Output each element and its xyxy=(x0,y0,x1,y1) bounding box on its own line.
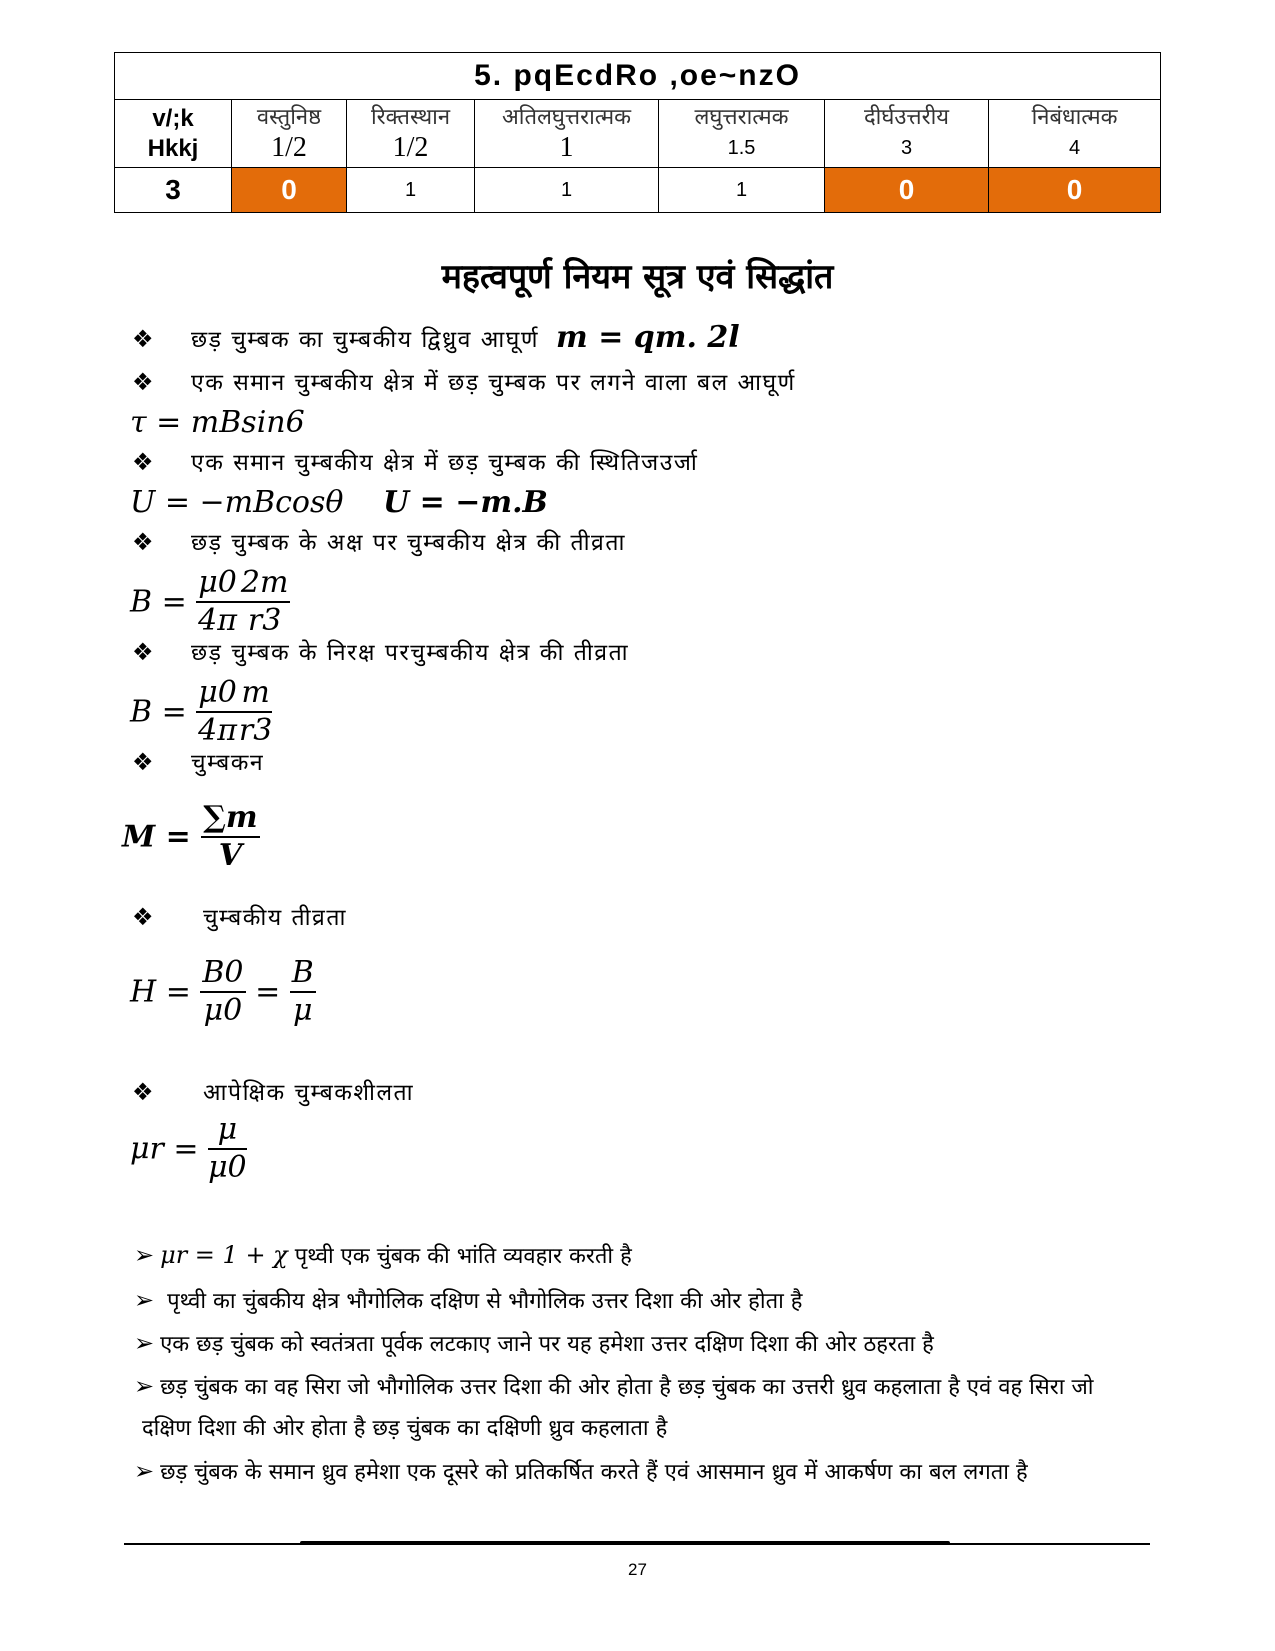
marks-table xyxy=(114,52,1161,213)
list-item: ❖ एक समान चुम्बकीय क्षेत्र में छड़ चुम्बक की स्थितिजउर्जा xyxy=(132,448,699,476)
point-item: ➢ छड़ चुंबक के समान ध्रुव हमेशा एक दूसरे को प्रतिकर्षित करते हैं एवं आसमान ध्रुव में आकर्षण का बल लगता है xyxy=(134,1457,1028,1485)
table-cell-highlight: 0 xyxy=(989,168,1161,213)
formula: B = $\frac{\mu 0}{4\pi}$ $\frac{2m}{r3}$ xyxy=(130,565,289,638)
table-cell: 1 xyxy=(475,168,659,213)
diamond-bullet-icon: ❖ xyxy=(132,325,154,353)
point-item: ➢ छड़ चुंबक का वह सिरा जो भौगोलिक उत्तर दिशा की ओर होता है छड़ चुंबक का उत्तरी ध्रुव कहलाता है एवं वह सिरा जो xyxy=(134,1372,1094,1400)
point-item: ➢ μr = 1 + χ पृथ्वी एक चुंबक की भांति व्यवहार करती है xyxy=(134,1241,632,1269)
column-header: रिक्तस्थान 1/2 xyxy=(347,100,475,168)
row-first-cell: 3 xyxy=(115,168,232,213)
list-item: ❖ आपेक्षिक चुम्बकशीलता xyxy=(132,1078,415,1106)
table-cell: 1 xyxy=(659,168,825,213)
diamond-bullet-icon: ❖ xyxy=(132,1078,154,1106)
formula: B = $\frac{\mu 0}{4\pi}$ $\frac{m}{r3}$ xyxy=(130,675,273,748)
formula: U = −mBcosθ U = −m.B xyxy=(130,485,548,520)
arrow-bullet-icon: ➢ xyxy=(134,1286,155,1314)
arrow-bullet-icon: ➢ xyxy=(134,1241,155,1269)
arrow-bullet-icon: ➢ xyxy=(134,1372,155,1400)
diamond-bullet-icon: ❖ xyxy=(132,903,154,931)
point-item-continuation: दक्षिण दिशा की ओर होता है छड़ चुंबक का दक्षिणी ध्रुव कहलाता है xyxy=(142,1416,668,1441)
table-cell-highlight: 0 xyxy=(232,168,347,213)
arrow-bullet-icon: ➢ xyxy=(134,1329,155,1357)
column-header: अतिलघुत्तरात्मक 1 xyxy=(475,100,659,168)
formula: H = $\frac{B0}{\mu 0}$ = $\frac{B}{\mu}$ xyxy=(130,955,314,1028)
header-label: v/;k Hkkj xyxy=(115,100,232,168)
table-cell: 1 xyxy=(347,168,475,213)
diamond-bullet-icon: ❖ xyxy=(132,638,154,666)
list-item: ❖ एक समान चुम्बकीय क्षेत्र में छड़ चुम्बक पर लगने वाला बल आघूर्ण xyxy=(132,368,796,396)
column-header: वस्तुनिष्ठ 1/2 xyxy=(232,100,347,168)
list-item: ❖ छड़ चुम्बक के अक्ष पर चुम्बकीय क्षेत्र की तीव्रता xyxy=(132,528,626,556)
footer-divider-thick xyxy=(300,1541,950,1545)
formula: μr = $\frac{\mu}{\mu 0}$ xyxy=(130,1112,247,1185)
table-cell-highlight: 0 xyxy=(825,168,989,213)
column-header: निबंधात्मक 4 xyxy=(989,100,1161,168)
point-item: ➢ पृथ्वी का चुंबकीय क्षेत्र भौगोलिक दक्षिण से भौगोलिक उत्तर दिशा की ओर होता है xyxy=(134,1286,803,1314)
list-item: ❖ छड़ चुम्बक का चुम्बकीय द्विध्रुव आघूर्ण m = qm. 2l xyxy=(132,320,740,355)
column-header: लघुत्तरात्मक 1.5 xyxy=(659,100,825,168)
formula: τ = mBsin6 xyxy=(130,405,305,440)
diamond-bullet-icon: ❖ xyxy=(132,448,154,476)
diamond-bullet-icon: ❖ xyxy=(132,368,154,396)
list-item: ❖ छड़ चुम्बक के निरक्ष परचुम्बकीय क्षेत्र की तीव्रता xyxy=(132,638,630,666)
formula: M = $\frac{\sum m}{V}$ xyxy=(122,800,258,873)
diamond-bullet-icon: ❖ xyxy=(132,748,154,776)
list-item: ❖ चुम्बकन xyxy=(132,748,265,776)
list-item: ❖ चुम्बकीय तीव्रता xyxy=(132,903,347,931)
arrow-bullet-icon: ➢ xyxy=(134,1457,155,1485)
page-number: 27 xyxy=(628,1560,647,1579)
table-title: 5. pqEcdRo ,oe~nzO xyxy=(115,53,1161,100)
column-header: दीर्घउत्तरीय 3 xyxy=(825,100,989,168)
page-heading: महत्वपूर्ण नियम सूत्र एवं सिद्धांत xyxy=(441,257,834,297)
diamond-bullet-icon: ❖ xyxy=(132,528,154,556)
formula: m = qm. 2l xyxy=(556,320,740,355)
point-item: ➢ एक छड़ चुंबक को स्वतंत्रता पूर्वक लटकाए जाने पर यह हमेशा उत्तर दक्षिण दिशा की ओर ठहरता है xyxy=(134,1329,934,1357)
